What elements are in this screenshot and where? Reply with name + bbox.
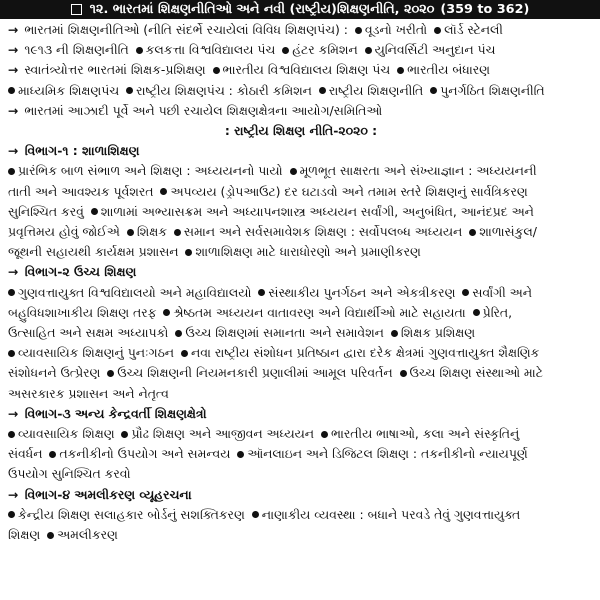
policy-title: : રાષ્ટ્રીય શિક્ષણ નીતિ-૨૦૨૦ : bbox=[224, 123, 378, 139]
bullet-icon bbox=[434, 27, 441, 34]
bullet-icon bbox=[47, 532, 54, 539]
text-segment: અસરકારક પ્રશાસન અને નેતૃત્વ bbox=[8, 385, 169, 401]
section-line bbox=[8, 464, 594, 484]
section-heading bbox=[8, 404, 594, 424]
text-segment: ભારતીય વિશ્વવિદ્યાલય શિક્ષણ પંચ bbox=[222, 62, 391, 78]
section-heading bbox=[8, 485, 594, 505]
section-line bbox=[8, 384, 594, 404]
section-line bbox=[8, 222, 594, 242]
text-segment: કેન્દ્રીય શિક્ષણ સલાહકાર બોર્ડનું સશક્તિકરણ bbox=[18, 506, 245, 522]
bullet-icon bbox=[469, 229, 476, 236]
arrow-icon: → bbox=[8, 102, 19, 118]
text-segment: પ્રેરિત, bbox=[482, 304, 513, 320]
text-segment: શાળાસંકુલ/ bbox=[479, 224, 537, 240]
bullet-icon bbox=[213, 67, 220, 74]
text-segment: ઉચ્ચ શિક્ષણમાં સમાનતા અને સમાવેશન bbox=[185, 325, 384, 341]
text-segment: મૂળભૂત સાક્ષરતા અને સંખ્યાજ્ઞાન : અધ્યયનની bbox=[299, 163, 537, 179]
chapter-header bbox=[0, 0, 600, 19]
section-line bbox=[8, 202, 594, 222]
text-segment: ઑનલાઇન અને ડિજિટલ શિક્ષણ : તકનીકીનો ન્યાયપૂર્ણ bbox=[247, 446, 528, 462]
text-segment: પ્રારંભિક બાળ સંભાળ અને શિક્ષણ : અધ્યયનનો પાયો bbox=[18, 163, 283, 179]
bullet-icon bbox=[163, 309, 170, 316]
section-line bbox=[8, 323, 594, 343]
text-segment: શિક્ષક પ્રશિક્ષણ bbox=[400, 325, 476, 341]
intro-line bbox=[8, 20, 594, 40]
section-line bbox=[8, 283, 594, 303]
bullet-icon bbox=[160, 188, 167, 195]
arrow-icon: → bbox=[8, 22, 19, 37]
section-title: વિભાગ-૨ ઉચ્ચ શિક્ષણ bbox=[24, 264, 137, 280]
arrow-icon: → bbox=[8, 62, 19, 78]
section-heading bbox=[8, 262, 594, 282]
bullet-icon bbox=[127, 229, 134, 236]
bullet-icon bbox=[8, 511, 15, 518]
text-segment: તાતી અને આવશ્યક પૂર્વશરત bbox=[8, 183, 154, 199]
text-segment: પ્રૌઢ શિક્ષણ અને આજીવન અધ્યયન bbox=[131, 426, 314, 442]
bullet-icon bbox=[319, 87, 326, 94]
page-range: (359 to 362) bbox=[440, 2, 530, 17]
section-line bbox=[8, 363, 594, 383]
text-segment: ભારતીય ભાષાઓ, કલા અને સંસ્કૃતિનું bbox=[330, 426, 520, 442]
content-area bbox=[0, 19, 600, 545]
intro-line bbox=[8, 40, 594, 60]
text-segment: ભારતીય બંધારણ bbox=[407, 62, 490, 78]
bullet-icon bbox=[49, 451, 56, 458]
text-segment: ઉચ્ચ શિક્ષણ સંસ્થાઓ માટે bbox=[409, 365, 543, 381]
bullet-icon bbox=[462, 289, 469, 296]
section-line bbox=[8, 525, 594, 545]
arrow-icon: → bbox=[8, 486, 19, 502]
text-segment: હંટર કમિશન bbox=[292, 42, 358, 58]
bullet-icon bbox=[91, 208, 98, 215]
bullet-icon bbox=[181, 350, 188, 357]
section-line bbox=[8, 505, 594, 525]
bullet-icon bbox=[8, 350, 15, 357]
bullet-icon bbox=[121, 431, 128, 438]
text-segment: ભારતમાં શિક્ષણનીતિઓ (નીતિ સંદર્ભે રચાયેલાં વિવિધ શિક્ષણપંચ) : bbox=[24, 22, 348, 37]
text-segment: શાળામાં અભ્યાસક્રમ અને અધ્યાપનશાસ્ત્ર અધ્યયન સર્વાંગી, અનુબંધિત, આનંદપ્રદ અને bbox=[100, 203, 534, 219]
text-segment: વૂડનો ખરીતો bbox=[364, 22, 428, 37]
text-segment: જૂથની સહાયથી કાર્યક્ષમ પ્રશાસન bbox=[8, 244, 179, 260]
section-line bbox=[8, 182, 594, 202]
section-line bbox=[8, 303, 594, 323]
text-segment: શાળાશિક્ષણ માટે ધારાધોરણો અને પ્રમાણીકરણ bbox=[195, 244, 421, 260]
text-segment: તકનીકીનો ઉપયોગ અને સમન્વય bbox=[59, 446, 231, 462]
bullet-icon bbox=[355, 27, 362, 34]
text-segment: શિક્ષક bbox=[136, 224, 167, 240]
bullet-icon bbox=[397, 67, 404, 74]
text-segment: સંસ્થાકીય પુનર્ગઠન અને એકત્રીકરણ bbox=[268, 284, 456, 300]
intro-line bbox=[8, 101, 594, 121]
text-segment: ઉપયોગ સુનિશ્ચિત કરવો bbox=[8, 466, 131, 482]
section-title: વિભાગ-૧ : શાળાશિક્ષણ bbox=[24, 143, 140, 159]
text-segment: ભારતમાં આઝાદી પૂર્વે અને પછી રચાયેલ શિક્ષણક્ષેત્રના આયોગ/સમિતિઓ bbox=[24, 102, 383, 118]
text-segment: માધ્યમિક શિક્ષણપંચ bbox=[18, 82, 120, 98]
text-segment: વ્યાવસાયિક શિક્ષણનું પુનઃગઠન bbox=[18, 345, 175, 361]
section-heading bbox=[8, 141, 594, 161]
text-segment: ઉચ્ચ શિક્ષણની નિયમનકારી પ્રણાલીમાં આમૂલ પરિવર્તન bbox=[117, 365, 393, 381]
text-segment: સમાન અને સર્વસમાવેશક શિક્ષણ : સર્વોપલબ્ધ અધ્યયન bbox=[183, 224, 463, 240]
bullet-icon bbox=[174, 229, 181, 236]
text-segment: અપવ્યય (ડ્રોપઆઉટ) દર ઘટાડવો અને તમામ સ્તરે શિક્ષણનું સાર્વત્રિકરણ bbox=[170, 183, 528, 199]
intro-line bbox=[8, 81, 594, 101]
section-line bbox=[8, 161, 594, 181]
bullet-icon bbox=[258, 289, 265, 296]
text-segment: કલકત્તા વિશ્વવિદ્યાલય પંચ bbox=[145, 42, 276, 58]
text-segment: બહુવિધશાખાકીય શિક્ષણ તરફ bbox=[8, 304, 157, 320]
text-segment: પ્રવૃત્તિમય હોવું જોઈએ bbox=[8, 224, 120, 240]
bullet-icon bbox=[185, 249, 192, 256]
text-segment: સ્વાતંત્ર્યોત્તર ભારતમાં શિક્ષક-પ્રશિક્ષણ bbox=[24, 62, 206, 78]
bullet-icon bbox=[400, 370, 407, 377]
section-title: વિભાગ-૩ અન્ય કેન્દ્રવર્તી શિક્ષણક્ષેત્રો bbox=[24, 405, 207, 421]
bullet-icon bbox=[430, 87, 437, 94]
text-segment: ઉત્સાહિત અને સક્ષમ અધ્યાપકો bbox=[8, 325, 169, 341]
bullet-icon bbox=[8, 289, 15, 296]
section-line bbox=[8, 242, 594, 262]
arrow-icon: → bbox=[8, 264, 19, 280]
text-segment: ગુણવત્તાયુક્ત વિશ્વવિદ્યાલયો અને મહાવિદ્યાલયો bbox=[18, 284, 252, 300]
text-segment: નાણાકીય વ્યવસ્થા : બધાને પરવડે તેવું ગુણવત્તાયુક્ત bbox=[261, 506, 521, 522]
bullet-icon bbox=[252, 511, 259, 518]
text-segment: લૉર્ડ સ્ટેનલી bbox=[444, 22, 503, 37]
bullet-icon bbox=[8, 168, 15, 175]
intro-line bbox=[8, 60, 594, 80]
bullet-icon bbox=[175, 330, 182, 337]
text-segment: રાષ્ટ્રીય શિક્ષણનીતિ bbox=[328, 82, 424, 98]
arrow-icon: → bbox=[8, 42, 19, 58]
text-segment: સંશોધનને ઉત્પ્રેરણ bbox=[8, 365, 101, 381]
section-line bbox=[8, 444, 594, 464]
bullet-icon bbox=[473, 309, 480, 316]
text-segment: શ્રેષ્ઠતમ અધ્યયન વાતાવરણ અને વિદ્યાર્થીઓ માટે સહાયતા bbox=[173, 304, 466, 320]
text-segment: શિક્ષણ bbox=[8, 527, 41, 543]
text-segment: સુનિશ્ચિત કરવું bbox=[8, 203, 84, 219]
arrow-icon: → bbox=[8, 143, 19, 159]
bullet-icon bbox=[290, 168, 297, 175]
bullet-icon bbox=[107, 370, 114, 377]
bullet-icon bbox=[365, 47, 372, 54]
bullet-icon bbox=[8, 87, 15, 94]
text-segment: પુનર્ગઠિત શિક્ષણનીતિ bbox=[440, 82, 545, 98]
text-segment: ૧૯૧૩ ની શિક્ષણનીતિ bbox=[24, 42, 129, 58]
text-segment: અમલીકરણ bbox=[57, 527, 118, 543]
section-title: વિભાગ-૪ અમલીકરણ વ્યૂહરચના bbox=[24, 486, 192, 502]
text-segment: નવા રાષ્ટ્રીય સંશોધન પ્રતિષ્ઠાન દ્વારા દરેક ક્ષેત્રમાં ગુણવત્તાયુક્ત શૈક્ષણિક bbox=[190, 345, 540, 361]
section-line bbox=[8, 424, 594, 444]
text-segment: રાષ્ટ્રીય શિક્ષણપંચ : કોઠારી કમિશન bbox=[136, 82, 312, 98]
chapter-title: ૧૨. ભારતમાં શિક્ષણનીતિઓ અને નવી (રાષ્ટ્રીય)શિક્ષણનીતિ, ૨૦૨૦ bbox=[89, 2, 435, 17]
text-segment: સર્વાંગી અને bbox=[472, 284, 532, 300]
bullet-icon bbox=[321, 431, 328, 438]
text-segment: વ્યાવસાયિક શિક્ષણ bbox=[18, 426, 115, 442]
bullet-icon bbox=[237, 451, 244, 458]
bullet-icon bbox=[391, 330, 398, 337]
bullet-icon bbox=[136, 47, 143, 54]
arrow-icon: → bbox=[8, 405, 19, 421]
bullet-icon bbox=[126, 87, 133, 94]
section-line bbox=[8, 343, 594, 363]
bullet-icon bbox=[282, 47, 289, 54]
text-segment: સંવર્ધન bbox=[8, 446, 43, 462]
bullet-icon bbox=[8, 431, 15, 438]
text-segment: યુનિવર્સિટી અનુદાન પંચ bbox=[374, 42, 496, 58]
checkbox-icon bbox=[71, 4, 82, 15]
